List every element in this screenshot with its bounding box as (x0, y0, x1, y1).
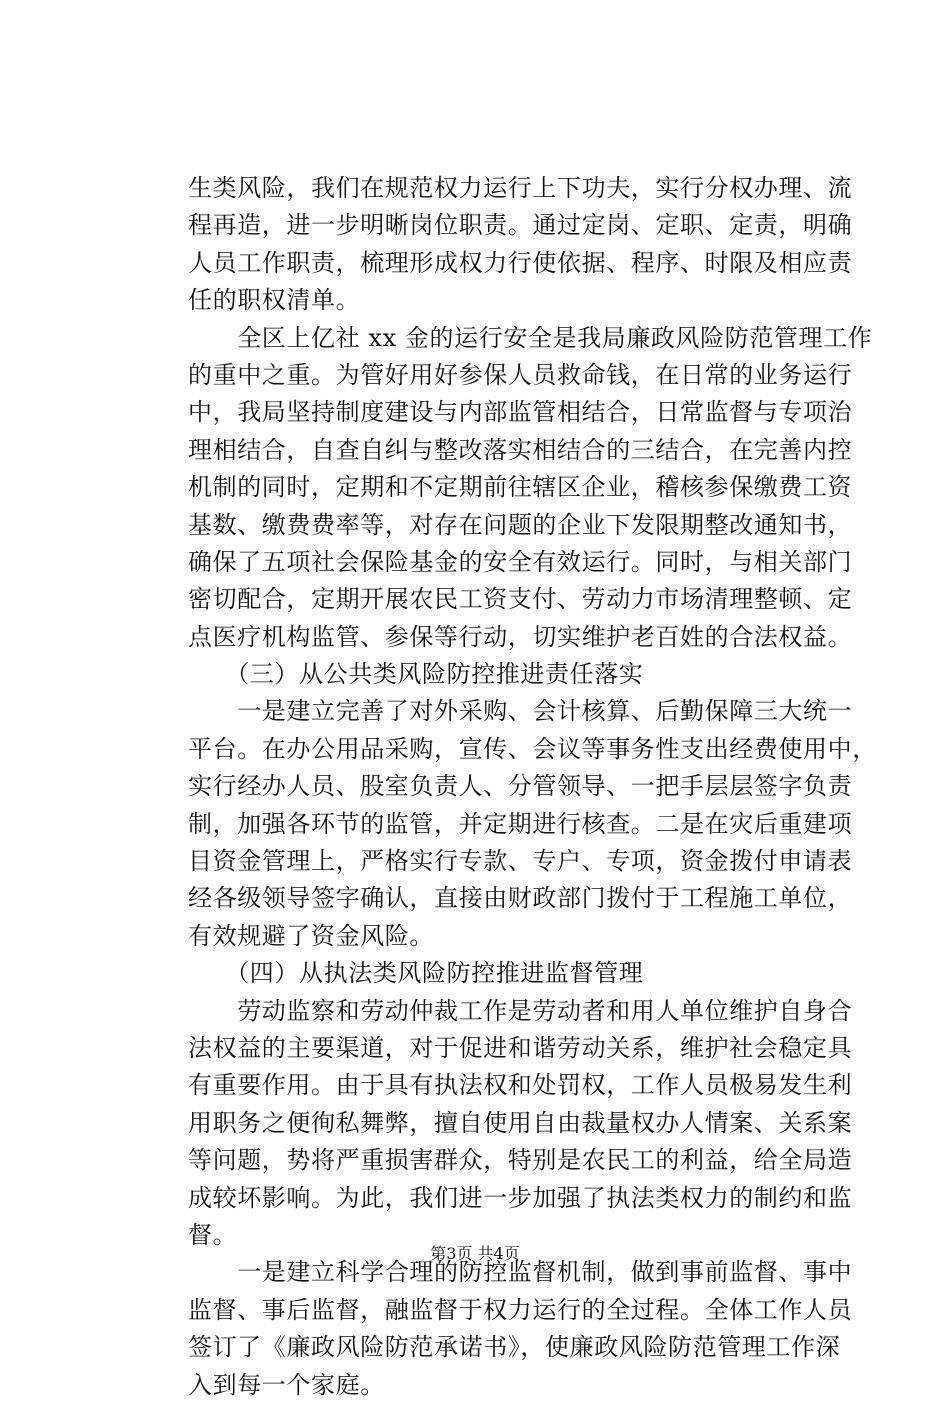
text-line: 监督、事后监督，融监督于权力运行的全过程。全体工作人员 (188, 1295, 853, 1324)
text-line: 中，我局坚持制度建设与内部监管相结合，日常监督与专项治 (188, 398, 853, 427)
text-line: 生类风险，我们在规范权力运行上下功夫，实行分权办理、流 (188, 174, 853, 202)
text-line: 点医疗机构监管、参保等行动，切实维护老百姓的合法权益。 (188, 622, 853, 651)
text-line: 目资金管理上，严格实行专款、专户、专项，资金拨付申请表 (188, 847, 853, 876)
section-heading: （三）从公共类风险防控推进责任落实 (188, 660, 644, 689)
page-number-label: 第3页 共4页 (430, 1244, 520, 1263)
text-line: 有重要作用。由于具有执法权和处罚权，工作人员极易发生利 (188, 1071, 853, 1100)
text-line: 基数、缴费费率等，对存在问题的企业下发限期整改通知书， (188, 510, 853, 539)
text-line: 督。 (188, 1220, 238, 1249)
text-line: 入到每一个家庭。 (188, 1370, 385, 1399)
text-line: 实行经办人员、股室负责人、分管领导、一把手层层签字负责 (188, 772, 853, 801)
text-line: 确保了五项社会保险基金的安全有效运行。同时，与相关部门 (188, 547, 853, 576)
text-line: 平台。在办公用品采购，宣传、会议等事务性支出经费使用中， (188, 734, 877, 763)
text-line: 一是建立完善了对外采购、会计核算、后勤保障三大统一 (188, 697, 853, 726)
page-footer (0, 1242, 950, 1266)
text-line: 理相结合，自查自纠与整改落实相结合的三结合，在完善内控 (188, 435, 853, 464)
text-line: 等问题，势将严重损害群众，特别是农民工的利益，给全局造 (188, 1146, 853, 1175)
text-line: 密切配合，定期开展农民工资支付、劳动力市场清理整顿、定 (188, 585, 853, 614)
document-body (188, 170, 877, 1404)
text-line: 法权益的主要渠道，对于促进和谐劳动关系，维护社会稳定具 (188, 1033, 853, 1062)
section-heading: （四）从执法类风险防控推进监督管理 (188, 959, 644, 988)
text-line: 人员工作职责，梳理形成权力行使依据、程序、时限及相应责 (188, 248, 853, 277)
text-line: 成较坏影响。为此，我们进一步加强了执法类权力的制约和监 (188, 1183, 853, 1212)
text-line: 有效规避了资金风险。 (188, 921, 434, 950)
text-line: 任的职权清单。 (188, 286, 361, 315)
text-line: 机制的同时，定期和不定期前往辖区企业，稽核参保缴费工资 (188, 473, 853, 502)
text-line: 的重中之重。为管好用好参保人员救命钱，在日常的业务运行 (188, 360, 853, 389)
text-line: 制，加强各环节的监管，并定期进行核查。二是在灾后重建项 (188, 809, 853, 838)
text-line: 经各级领导签字确认，直接由财政部门拨付于工程施工单位， (188, 884, 853, 913)
text-line: 程再造，进一步明晰岗位职责。通过定岗、定职、定责，明确 (188, 211, 853, 240)
text-line: 全区上亿社 xx 金的运行安全是我局廉政风险防范管理工作 (188, 323, 873, 352)
text-line: 签订了《廉政风险防范承诺书》，使廉政风险防范管理工作深 (188, 1333, 841, 1362)
text-line: 用职务之便徇私舞弊，擅自使用自由裁量权办人情案、关系案 (188, 1108, 853, 1137)
text-line: 劳动监察和劳动仲裁工作是劳动者和用人单位维护自身合 (188, 996, 853, 1025)
text-line: 一是建立科学合理的防控监督机制，做到事前监督、事中 (188, 1258, 853, 1287)
